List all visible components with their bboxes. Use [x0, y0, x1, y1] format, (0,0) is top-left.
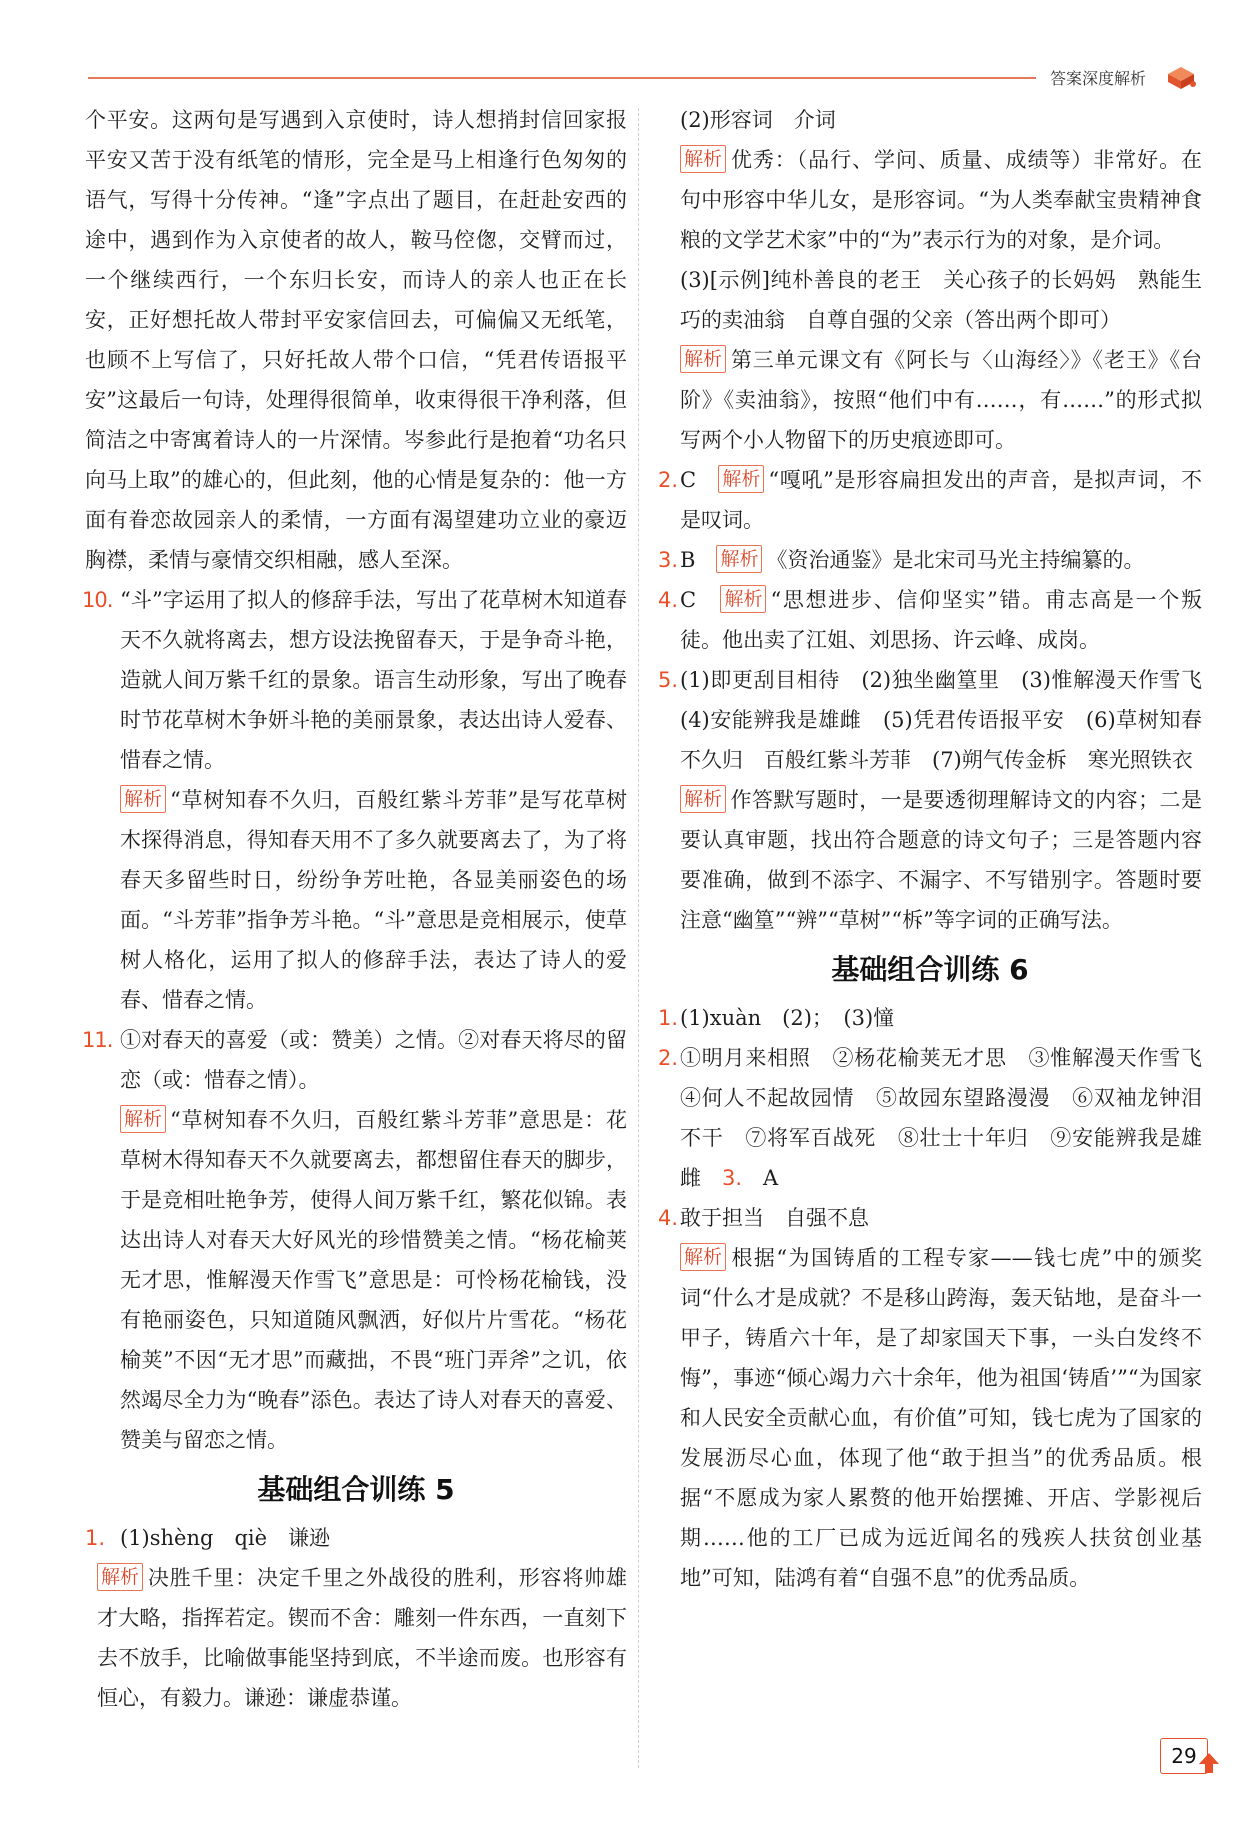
- question-2: [658, 460, 1202, 540]
- section5-question-1-analysis: [85, 1558, 627, 1718]
- answer-text: B: [680, 548, 696, 572]
- question-5-analysis: [658, 780, 1202, 940]
- question-number: 4.: [658, 1206, 679, 1230]
- page-number: 29: [1160, 1738, 1208, 1774]
- answer-text: 敢于担当 自强不息: [680, 1206, 869, 1230]
- analysis-text: 《资治通鉴》是北宋司马光主持编纂的。: [766, 548, 1145, 572]
- analysis-tag: 解析: [720, 585, 766, 613]
- analysis-tag: 解析: [716, 545, 762, 573]
- question-4: [658, 580, 1202, 660]
- continued-analysis: 个平安。这两句是写遇到入京使时，诗人想捎封信回家报平安又苦于没有纸笔的情形，完全是马上相逢行色匆匆的语气，写得十分传神。“逢”字点出了题目，在赶赴安西的途中，遇到作为入京使者的故人，鞍马倥偬，交臂而过，一个继续西行，一个东归长安，而诗人的亲人也正在长安，正好想托故人带封平安家信回去，可偏偏又无纸笔，也顾不上写信了，只好托故人带个口信，“凭君传语报平安”这最后一句诗，处理得很简单，收束得很干净利落，但简洁之中寄寓着诗人的一片深情。岑参此行是抱着“功名只向马上取”的雄心的，但此刻，他的心情是复杂的：他一方面有眷恋故园亲人的柔情，一方面有渴望建功立业的豪迈胸襟，柔情与豪情交织相融，感人至深。: [85, 108, 627, 572]
- answer-text: ①明月来相照 ②杨花榆荚无才思 ③惟解漫天作雪飞 ④何人不起故园情 ⑤故园东望路漫漫 ⑥双袖龙钟泪不干 ⑦将军百战死 ⑧壮士十年归 ⑨安能辨我是雄雌: [680, 1046, 1223, 1190]
- analysis-text: 第三单元课文有《阿长与〈山海经〉》《老王》《台阶》《卖油翁》，按照“他们中有……，有……”的形式拟写两个小人物留下的历史痕迹即可。: [680, 348, 1202, 452]
- question-number: 5.: [658, 668, 679, 692]
- answer-text: C: [680, 588, 697, 612]
- right-column: [658, 100, 1223, 1598]
- question-11: [82, 1020, 627, 1100]
- answer-text: (1)shèng qiè 谦逊: [120, 1526, 331, 1550]
- section5-question-1: [85, 1518, 627, 1558]
- question-number: 1.: [658, 1006, 679, 1030]
- answer-text: (1)xuàn (2)； (3)憧: [680, 1006, 895, 1030]
- continued-answer-2: [658, 100, 1202, 140]
- analysis-text: “草树知春不久归，百般红紫斗芳菲”意思是：花草树木得知春天不久就要离去，都想留住春天的脚步，于是竞相吐艳争芳，使得人间万紫千红，繁花似锦。表达出诗人对春天大好风光的珍惜赞美之情。“杨花榆荚无才思，惟解漫天作雪飞”意思是：可怜杨花榆钱，没有艳丽姿色，只知道随风飘洒，好似片片雪花。“杨花榆荚”不因“无才思”而藏拙，不畏“班门弄斧”之讥，依然竭尽全力为“晚春”添色。表达了诗人对春天的喜爱、赞美与留恋之情。: [120, 1108, 627, 1452]
- question-number: 3.: [658, 548, 679, 572]
- column-divider: [638, 108, 639, 1768]
- question-number: 11.: [82, 1028, 113, 1052]
- analysis-tag: 解析: [120, 785, 166, 813]
- section-heading-6: 基础组合训练 6: [831, 953, 1029, 986]
- analysis-tag: 解析: [120, 1105, 166, 1133]
- section6-question-1: [658, 998, 1202, 1038]
- question-number: 10.: [82, 588, 113, 612]
- arrow-up-icon: [1198, 1752, 1220, 1774]
- analysis-tag: 解析: [680, 785, 726, 813]
- question-10-analysis: [85, 780, 627, 1020]
- question-number: 1.: [85, 1526, 106, 1550]
- analysis-text: 优秀：（品行、学问、质量、成绩等）非常好。在句中形容中华儿女，是形容词。“为人类奉献宝贵精神食粮的文学艺术家”中的“为”表示行为的对象，是介词。: [680, 148, 1202, 252]
- question-number: 4.: [658, 588, 679, 612]
- continued-answer-2-analysis: [658, 140, 1202, 260]
- answer-text: (2)形容词 介词: [680, 108, 836, 132]
- answer-text: C: [680, 468, 697, 492]
- section6-question-4-analysis: [658, 1238, 1202, 1598]
- analysis-tag: 解析: [680, 345, 726, 373]
- header-rule: [88, 77, 1036, 79]
- analysis-tag: 解析: [680, 145, 726, 173]
- answer-text: “斗”字运用了拟人的修辞手法，写出了花草树木知道春天不久就将离去，想方设法挽留春天，于是争奇斗艳，造就人间万紫千红的景象。语言生动形象，写出了晚春时节花草树木争妍斗艳的美丽景象，表达出诗人爱春、惜春之情。: [120, 588, 627, 772]
- question-5: [658, 660, 1223, 780]
- header-section-label: 答案深度解析: [1050, 69, 1147, 88]
- analysis-tag: 解析: [718, 465, 764, 493]
- analysis-text: 作答默写题时，一是要透彻理解诗文的内容；二是要认真审题，找出符合题意的诗文句子；三是答题内容要准确，做到不添字、不漏字、不写错别字。答题时要注意“幽篁”“辨”“草树”“柝”等字词的正确写法。: [680, 788, 1202, 932]
- analysis-tag: 解析: [680, 1243, 726, 1271]
- analysis-text: “思想进步、信仰坚实”错。甫志高是一个叛徒。他出卖了江姐、刘思扬、许云峰、成岗。: [680, 588, 1202, 652]
- analysis-text: 决胜千里：决定千里之外战役的胜利，形容将帅雄才大略，指挥若定。锲而不舍：雕刻一件东西，一直刻下去不放手，比喻做事能坚持到底，不半途而废。也形容有恒心，有毅力。谦逊：谦虚恭谨。: [97, 1566, 627, 1710]
- book-logo-icon: [1164, 62, 1198, 92]
- section-heading-5: 基础组合训练 5: [257, 1473, 455, 1506]
- question-number: 3.: [722, 1166, 743, 1190]
- question-3: [658, 540, 1202, 580]
- continued-answer-3: [658, 260, 1202, 340]
- question-number: 2.: [658, 1046, 679, 1070]
- question-10: [82, 580, 627, 780]
- question-number: 2.: [658, 468, 679, 492]
- analysis-text: “草树知春不久归，百般红紫斗芳菲”是写花草树木探得消息，得知春天用不了多久就要离去了，为了将春天多留些时日，纷纷争芳吐艳，各显美丽姿色的场面。“斗芳菲”指争芳斗艳。“斗”意思是竞相展示，使草树人格化，运用了拟人的修辞手法，表达了诗人的爱春、惜春之情。: [120, 788, 627, 1012]
- continued-answer-3-analysis: [658, 340, 1202, 460]
- answer-text: A: [763, 1166, 779, 1190]
- analysis-tag: 解析: [97, 1563, 143, 1591]
- section6-question-4: [658, 1198, 1202, 1238]
- answer-text: (1)即更刮目相待 (2)独坐幽篁里 (3)惟解漫天作雪飞 (4)安能辨我是雄雌 (5)凭君传语报平安 (6)草树知春不久归 百般红紫斗芳菲 (7)朔气传金柝 寒光照铁衣: [680, 668, 1223, 772]
- section6-question-2: [658, 1038, 1223, 1198]
- answer-text: ①对春天的喜爱（或：赞美）之情。②对春天将尽的留恋（或：惜春之情）。: [120, 1028, 627, 1092]
- analysis-text: “嘎吼”是形容扁担发出的声音，是拟声词，不是叹词。: [680, 468, 1202, 532]
- answer-text: (3)[示例]纯朴善良的老王 关心孩子的长妈妈 熟能生巧的卖油翁 自尊自强的父亲（答出两个即可）: [680, 268, 1202, 332]
- question-11-analysis: [85, 1100, 627, 1460]
- analysis-text: 根据“为国铸盾的工程专家——钱七虎”中的颁奖词“什么才是成就？不是移山跨海，轰天钻地，是奋斗一甲子，铸盾六十年，是了却家国天下事，一头白发终不悔”，事迹“倾心竭力六十余年，他为祖国‘铸盾’”“为国家和人民安全贡献心血，有价值”可知，钱七虎为了国家的发展沥尽心血，体现了他“敢于担当”的优秀品质。根据“不愿成为家人累赘的他开始摆摊、开店、学影视后期……他的工厂已成为远近闻名的残疾人扶贫创业基地”可知，陆鸿有着“自强不息”的优秀品质。: [680, 1246, 1202, 1590]
- left-column: [82, 100, 627, 1718]
